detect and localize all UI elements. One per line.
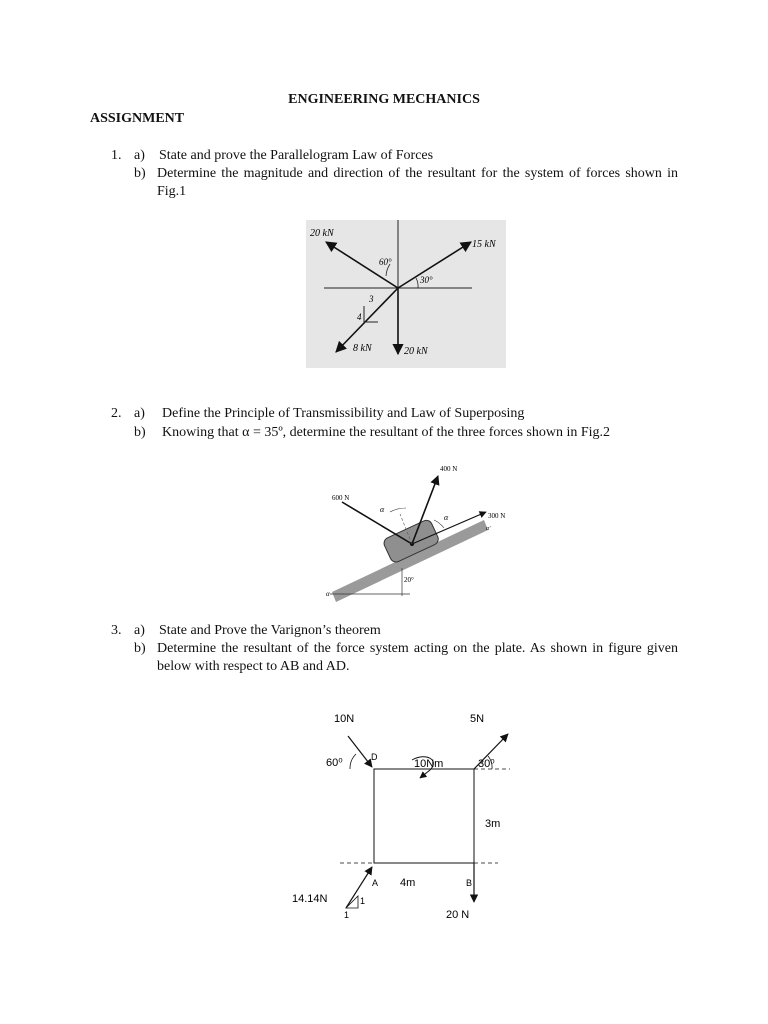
label-B: B: [466, 878, 473, 888]
label-20deg: 20°: [404, 576, 414, 584]
label-10N: 10N: [334, 713, 355, 725]
part-text: State and Prove the Varignon’s theorem: [159, 623, 381, 638]
label-alpha-base: α: [326, 590, 330, 598]
part-label: b): [134, 166, 146, 181]
label-600N: 600 N: [332, 494, 350, 502]
angle-arc-alpha-2: [434, 520, 444, 528]
question-number: 2.: [111, 406, 122, 421]
label-alpha-1: α: [380, 505, 385, 514]
question-2-part-a: [0, 405, 768, 423]
part-label: b): [134, 425, 146, 440]
label-30deg: 30⁰: [478, 758, 495, 770]
assignment-heading: ASSIGNMENT: [90, 111, 185, 126]
part-label: b): [134, 641, 146, 656]
label-5N: 5N: [470, 713, 485, 725]
figure-2-incline-diagram: [320, 458, 520, 606]
force-10N-arrow: [348, 736, 372, 767]
plate: [374, 769, 474, 863]
question-3-part-a: [0, 622, 768, 640]
label-60deg: 60°: [379, 257, 392, 267]
label-D: D: [371, 752, 378, 762]
document-title: ENGINEERING MECHANICS: [288, 92, 480, 107]
label-slope-4: 4: [357, 312, 362, 322]
label-20kN-down: 20 kN: [404, 346, 428, 357]
label-A: A: [372, 878, 379, 888]
label-14.14N: 14.14N: [292, 893, 328, 905]
label-alpha-3: α': [486, 526, 491, 532]
label-3m: 3m: [485, 818, 501, 830]
angle-arc-alpha: [390, 508, 406, 512]
label-4m: 4m: [400, 877, 416, 889]
question-number: 3.: [111, 623, 122, 638]
label-slope-3: 3: [369, 294, 374, 304]
part-text: Knowing that α = 35º, determine the resultant of the three forces shown in Fig.2: [162, 425, 611, 440]
part-text: Define the Principle of Transmissibility and Law of Superposing: [162, 406, 525, 421]
part-text: Determine the resultant of the force system acting on the plate. As shown in figure given below with respect to AB and AD.: [157, 641, 678, 674]
question-1-part-a: [0, 147, 768, 165]
figure-1-force-diagram: [306, 220, 506, 370]
label-60deg: 60⁰: [326, 757, 343, 769]
angle-arc-60: [350, 754, 356, 769]
label-slope-1-horizontal: 1: [344, 910, 350, 920]
label-8kN: 8 kN: [353, 343, 372, 354]
label-300N: 300 N: [488, 512, 506, 520]
part-label: a): [134, 623, 145, 638]
question-number: 1.: [111, 148, 122, 163]
label-10Nm: 10Nm: [414, 758, 444, 770]
part-label: a): [134, 148, 145, 163]
figure-3-plate-diagram: [280, 700, 540, 930]
label-30deg: 30°: [420, 275, 433, 285]
label-alpha-2: α: [444, 513, 449, 522]
part-text: Determine the magnitude and direction of the resultant for the system of forces shown in Fig.1: [157, 166, 678, 199]
part-text: State and prove the Parallelogram Law of Forces: [159, 148, 434, 163]
question-2-part-b: [0, 424, 768, 442]
label-15kN: 15 kN: [472, 239, 496, 250]
label-20kN: 20 kN: [310, 228, 334, 239]
label-20N: 20 N: [446, 909, 470, 921]
label-slope-1-vertical: 1: [360, 896, 366, 906]
label-400N: 400 N: [440, 465, 458, 473]
part-label: a): [134, 406, 145, 421]
force-14.14N-arrow: [346, 867, 372, 908]
